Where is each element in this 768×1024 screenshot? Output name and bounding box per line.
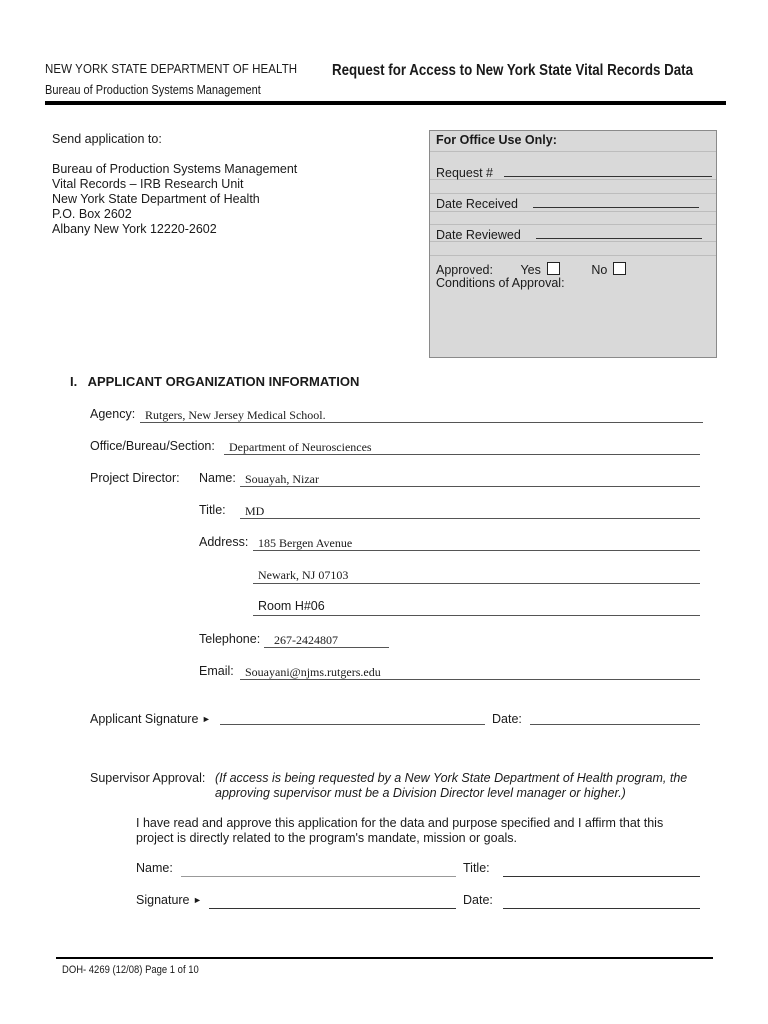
pd-address-label: Address: — [199, 535, 249, 549]
supervisor-name-line[interactable] — [181, 876, 456, 877]
approved-label: Approved: — [436, 263, 493, 277]
supervisor-signature-line[interactable] — [209, 908, 456, 909]
date-received-label: Date Received — [436, 197, 518, 211]
no-label: No — [591, 263, 608, 277]
pd-name-label: Name: — [199, 471, 236, 485]
footer-rule — [56, 957, 713, 959]
supervisor-note-line-2: approving supervisor must be a Division Director level manager or higher.) — [215, 786, 626, 800]
address-line-3: New York State Department of Health — [52, 192, 260, 206]
pd-address-1[interactable]: 185 Bergen Avenue — [258, 536, 353, 550]
pd-title-label: Title: — [199, 503, 226, 517]
address-line-2: Vital Records – IRB Research Unit — [52, 177, 244, 191]
pd-title-line — [240, 518, 700, 519]
supervisor-name-label: Name: — [136, 861, 173, 875]
supervisor-approval-label: Supervisor Approval: — [90, 771, 206, 785]
applicant-date-line[interactable] — [530, 724, 700, 725]
supervisor-signature-label: Signature ► — [136, 893, 202, 907]
no-checkbox[interactable] — [613, 262, 626, 275]
agency-value[interactable]: Rutgers, New Jersey Medical School. — [145, 408, 326, 422]
date-reviewed-field[interactable] — [536, 226, 702, 239]
footer-text: DOH- 4269 (12/08) Page 1 of 10 — [62, 964, 199, 976]
applicant-signature-label: Applicant Signature ► — [90, 712, 211, 726]
pd-name-value[interactable]: Souayah, Nizar — [245, 472, 319, 486]
affirm-line-1: I have read and approve this application for the data and purpose specified and I affirm that this — [136, 816, 664, 830]
address-line-4: P.O. Box 2602 — [52, 207, 132, 221]
telephone-label: Telephone: — [199, 632, 261, 646]
yes-label: Yes — [520, 263, 541, 277]
send-to-label: Send application to: — [52, 132, 162, 146]
request-number-field[interactable] — [504, 164, 712, 177]
date-reviewed-label: Date Reviewed — [436, 228, 521, 242]
address-line-1: Bureau of Production Systems Management — [52, 162, 298, 176]
arrow-right-icon: ► — [193, 895, 202, 905]
supervisor-date-line[interactable] — [503, 908, 700, 909]
pd-address-line-1 — [253, 550, 700, 551]
department-name: NEW YORK STATE DEPARTMENT OF HEALTH — [45, 62, 298, 76]
project-director-label: Project Director: — [90, 471, 180, 485]
office-use-box — [429, 130, 717, 358]
applicant-date-label: Date: — [492, 712, 522, 726]
conditions-label: Conditions of Approval: — [436, 276, 565, 290]
applicant-signature-line[interactable] — [220, 724, 485, 725]
telephone-value[interactable]: 267-2424807 — [274, 633, 338, 647]
affirm-line-2: project is directly related to the program's mandate, mission or goals. — [136, 831, 518, 845]
supervisor-title-line[interactable] — [503, 876, 700, 877]
email-line — [240, 679, 700, 680]
pd-title-value[interactable]: MD — [245, 504, 265, 518]
office-section-label: Office/Bureau/Section: — [90, 439, 215, 453]
form-title: Request for Access to New York State Vital Records Data — [332, 62, 694, 79]
office-section-value[interactable]: Department of Neurosciences — [229, 440, 372, 454]
bureau-name: Bureau of Production Systems Management — [45, 83, 261, 97]
agency-line — [140, 422, 703, 423]
arrow-right-icon: ► — [201, 714, 211, 724]
office-use-title: For Office Use Only: — [436, 133, 557, 147]
supervisor-note-line-1: (If access is being requested by a New York State Department of Health program, the — [215, 771, 688, 785]
request-number-label: Request # — [436, 166, 493, 180]
date-received-field[interactable] — [533, 195, 699, 208]
telephone-line — [264, 647, 389, 648]
header-rule — [45, 101, 726, 105]
pd-address-3[interactable]: Room H#06 — [258, 599, 325, 613]
yes-checkbox[interactable] — [547, 262, 560, 275]
office-section-line — [224, 454, 700, 455]
address-line-5: Albany New York 12220-2602 — [52, 222, 217, 236]
email-label: Email: — [199, 664, 234, 678]
section-heading: I. APPLICANT ORGANIZATION INFORMATION — [70, 374, 360, 389]
pd-address-2[interactable]: Newark, NJ 07103 — [258, 568, 349, 582]
pd-address-line-2 — [253, 583, 700, 584]
agency-label: Agency: — [90, 407, 136, 421]
supervisor-date-label: Date: — [463, 893, 493, 907]
email-value[interactable]: Souayani@njms.rutgers.edu — [245, 665, 381, 679]
supervisor-title-label: Title: — [463, 861, 490, 875]
pd-name-line — [240, 486, 700, 487]
pd-address-line-3 — [253, 615, 700, 616]
